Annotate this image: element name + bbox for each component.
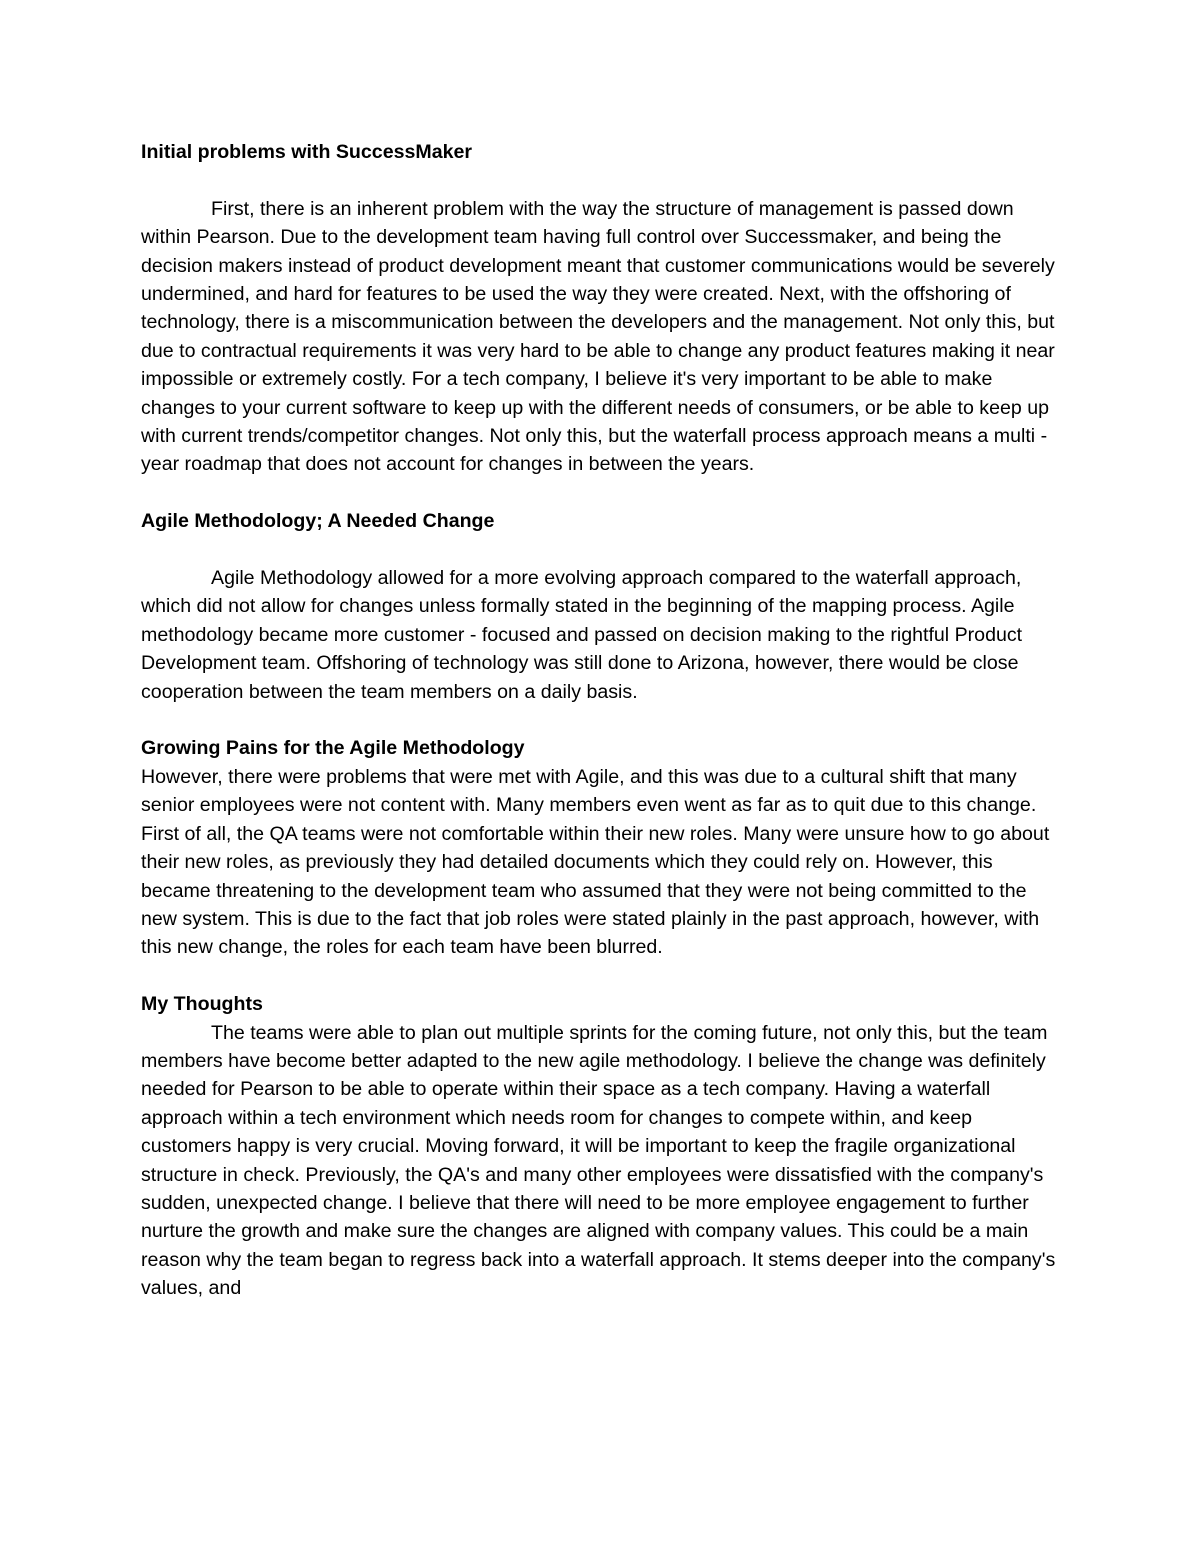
paragraph-spacer <box>141 962 1061 990</box>
section-heading-initial-problems: Initial problems with SuccessMaker <box>141 141 473 163</box>
section-paragraph-growing-pains: However, there were problems that were met with Agile, and this was due to a cultural shift that many senior employees were not content with. Many members even went as far as to quit due to this change. First of all, the QA teams were not comfortable within their new roles. Many were unsure how to go about their new roles, as previously they had detailed documents which they could rely on. However, this became threatening to the development team who assumed that they were not being committed to the new system. This is due to the fact that job roles were stated plainly in the past approach, however, with this new change, the roles for each team have been blurred. <box>141 765 1050 959</box>
section-heading-agile-methodology: Agile Methodology; A Needed Change <box>141 510 495 533</box>
section-heading-growing-pains: Growing Pains for the Agile Methodology <box>141 737 525 760</box>
document-body <box>141 138 1061 1303</box>
paragraph-spacer <box>141 479 1061 507</box>
paragraph-spacer <box>141 706 1061 734</box>
section-paragraph-agile-methodology: Agile Methodology allowed for a more evolving approach compared to the waterfall approach, which did not allow for changes unless formally stated in the beginning of the mapping process. Agile methodology became more customer - focused and passed on decision making to the rightful Product Development team. Offshoring of technology was still done to Arizona, however, there would be close cooperation between the team members on a daily basis. <box>141 567 1023 703</box>
section-paragraph-initial-problems: First, there is an inherent problem with the way the structure of management is passed down within Pearson. Due to the development team having full control over Successmaker, and being the decision makers instead of product development meant that customer communications would be severely undermined, and hard for features to be used the way they were created. Next, with the offshoring of technology, there is a miscommunication between the developers and the management. Not only this, but due to contractual requirements it was very hard to be able to change any product features making it near impossible or extremely costly. For a tech company, I believe it's very important to be able to make changes to your current software to keep up with the different needs of consumers, or be able to keep up with current trends/competitor changes. Not only this, but the waterfall process approach means a multi - year roadmap that does not account for changes in between the years. <box>141 197 1055 476</box>
section-paragraph-my-thoughts: The teams were able to plan out multiple sprints for the coming future, not only this, but the team members have become better adapted to the new agile methodology. I believe the change was definitely needed for Pearson to be able to operate within their space as a tech company. Having a waterfall approach within a tech environment which needs room for changes to compete within, and keep customers happy is very crucial. Moving forward, it will be important to keep the fragile organizational structure in check. Previously, the QA's and many other employees were dissatisfied with the company's sudden, unexpected change. I believe that there will need to be more employee engagement to further nurture the growth and make sure the changes are aligned with company values. This could be a main reason why the team began to regress back into a waterfall approach. It stems deeper into the company's values, and <box>141 1021 1056 1300</box>
section-heading-my-thoughts: My Thoughts <box>141 993 263 1016</box>
